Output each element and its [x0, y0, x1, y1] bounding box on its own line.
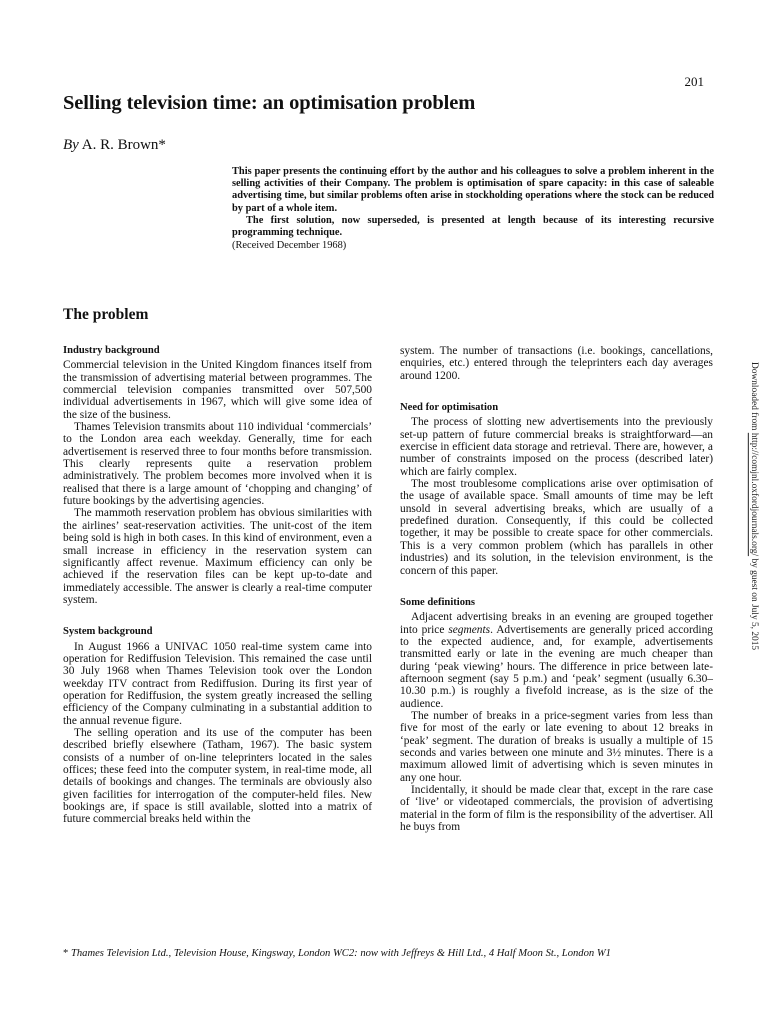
- system-background-paragraph-1: In August 1966 a UNIVAC 1050 real-time system came into operation for Rediffusion Television. This remained the case until 30 July 1968 when Thames Television took over the London weekday ITV contract from Rediffusion. During its first year of operation for Rediffusion, the system greatly increased the selling efficiency of the Company culminating in a substantial addition to the annual revenue figure.: [63, 640, 372, 727]
- byline-by: By: [63, 137, 79, 153]
- need-for-optimisation-paragraph-2: The most troublesome complications arise over optimisation of the usage of available space. Small amounts of time may be left unsold in several advertising breaks, which are usually of a predefined duration. Consequently, if this could be collected together, it may be possible to create space for other commercials. This is a very common problem (which has parallels in other industries) and its solution, in the television environment, is the concern of this paper.: [400, 478, 713, 577]
- industry-background-heading: Industry background: [63, 345, 160, 356]
- need-for-optimisation-paragraph-1: The process of slotting new advertisements into the previously set-up pattern of future commercial breaks is straightforward—an exercise in efficient data storage and retrieval. There are, however, a number of constraints imposed on the process (described later) which are fairly complex.: [400, 416, 713, 478]
- abstract-paragraph-2: The first solution, now superseded, is presented at length because of its interesting recursive programming technique.: [232, 214, 714, 239]
- abstract: [232, 166, 714, 252]
- received-date: (Received December 1968): [232, 240, 347, 252]
- need-for-optimisation-heading: Need for optimisation: [400, 402, 499, 414]
- footnote: [63, 948, 713, 959]
- left-column: [63, 345, 372, 826]
- some-definitions-paragraph-2: The number of breaks in a price-segment varies from less than five for most of the early or late evening to about 12 breaks in ‘peak’ segment. The duration of breaks is usually a multiple of 15 seconds and varies between one minute and 3½ minutes. There is a maximum allowed limit of advertising which is seven minutes in any one hour.: [400, 709, 713, 784]
- industry-background-paragraph-3: The mammoth reservation problem has obvious similarities with the airlines’ seat-reservation activities. The unit-cost of the item being sold is high in both cases. In this kind of environment, even a small increase in efficiency in the reservation system can significantly affect revenue. Maximum efficiency can only be achieved if the reservation files can be kept up-to-date and immediately accessible. The answer is clearly a real-time computer system.: [63, 507, 372, 606]
- industry-background-paragraph-2: Thames Television transmits about 110 individual ‘commercials’ to the London area each weekday. Generally, time for each advertisement is reserved three to four months before transmission. This clearly represents quite a reservation problem administratively. The problem becomes more involved when it is realised that there is a large amount of ‘chopping and changing’ of future bookings by the advertising agencies.: [63, 421, 372, 508]
- system-background-paragraph-2: The selling operation and its use of the computer has been described briefly elsewhere (Tatham, 1967). The basic system consists of a number of on-line teleprinters located in the sales offices; these feed into the computer system, in real-time mode, all details of bookings and changes. The terminals are obviously also given facilities for interrogation of the computer-held files. New bookings are, if space is still available, slotted into a matrix of future commercial breaks held within the: [63, 726, 372, 826]
- page-number: 201: [684, 74, 704, 89]
- industry-background-paragraph-1: Commercial television in the United Kingdom finances itself from the transmission of advertising material between programmes. The commercial television companies transmitted over 507,500 individual advertisements in 1967, which will give some idea of the size of the business.: [63, 359, 372, 421]
- side-note-prefix: Downloaded from: [749, 362, 759, 433]
- segments-term: segments: [448, 623, 491, 636]
- side-note-suffix: by guest on July 5, 2015: [749, 556, 759, 651]
- some-definitions-text-b: . Advertisements are generally priced according to the expected audience, and, for example, advertisements transmitted early or late in the evening are much cheaper than during ‘peak viewing’ hours. The difference in price between late-afternoon segment (say 5 p.m.) and ‘peak’ segment (usually 6.30–10.30 p.m.) is roughly a fivefold increase, as is the size of the audience.: [400, 623, 713, 710]
- author-name: A. R. Brown*: [81, 137, 166, 153]
- section-heading: The problem: [63, 306, 149, 323]
- abstract-paragraph-1: This paper presents the continuing effort by the author and his colleagues to solve a problem inherent in the selling activities of their Company. The problem is optimisation of spare capacity: in this case of saleable advertising time, but similar problems often arise in stockholding operations where the stock can be reduced by part of a whole item.: [232, 166, 714, 214]
- footnote-text: Thames Television Ltd., Television House, Kingsway, London WC2: now with Jeffreys & Hill Ltd., 4 Half Moon St., London W1: [70, 948, 611, 959]
- footnote-marker: *: [63, 948, 69, 959]
- side-note-link[interactable]: http://comjnl.oxfordjournals.org/: [749, 432, 759, 557]
- some-definitions-paragraph-1: [400, 611, 713, 710]
- some-definitions-heading: Some definitions: [400, 596, 476, 608]
- byline: [63, 137, 166, 154]
- article-title: Selling television time: an optimisation problem: [63, 92, 476, 114]
- some-definitions-text-a: Adjacent advertising breaks in an evening are grouped together into price: [400, 611, 713, 636]
- some-definitions-paragraph-3: Incidentally, it should be made clear that, except in the rare case of ‘live’ or videotaped commercials, the provision of advertising material in the form of film is the responsibility of the advertiser. All he buys from: [400, 784, 713, 834]
- system-background-paragraph-3: system. The number of transactions (i.e. bookings, cancellations, enquiries, etc.) entered through the teleprinters each day averages around 1200.: [400, 345, 713, 382]
- system-background-heading: System background: [63, 626, 153, 638]
- download-side-note: [745, 362, 759, 662]
- right-column: [400, 345, 713, 833]
